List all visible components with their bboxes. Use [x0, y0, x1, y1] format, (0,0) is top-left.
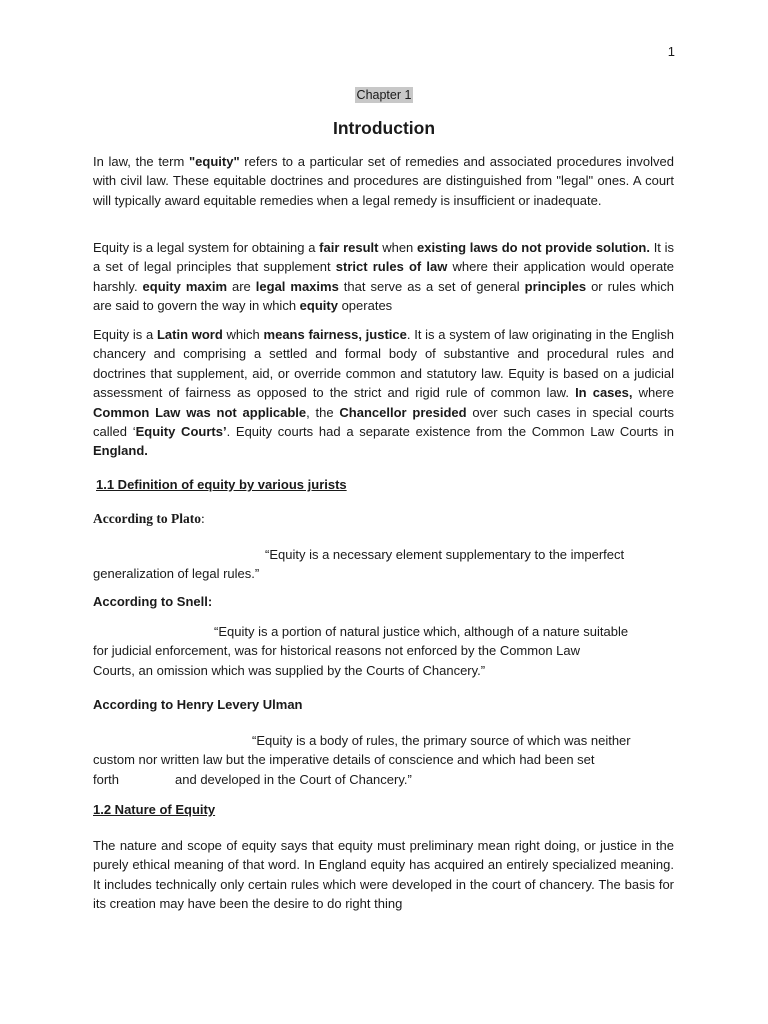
- plato-label: According to Plato:: [93, 511, 205, 526]
- chapter-label: [0, 88, 768, 102]
- page-number: 1: [667, 44, 675, 59]
- paragraph-nature: The nature and scope of equity says that equity must preliminary mean right doing, or justice in the purely ethical meaning of that word. In England equity has acquired an entirely specialized meaning. It includes technically only certain rules which were developed in the court of chancery. The basis for its creation may have been the desire to do right thing: [93, 838, 674, 912]
- paragraph-equity-term: In law, the term "equity" refers to a particular set of remedies and associated procedures involved with civil law. These equitable doctrines and procedures are distinguished from "legal" ones. A court will typically award equitable remedies when a legal remedy is insufficient or inadequate.: [93, 154, 674, 208]
- ulman-label: According to Henry Levery Ulman: [93, 697, 303, 712]
- section-heading-nature: 1.2 Nature of Equity: [93, 802, 216, 817]
- snell-label: According to Snell:: [93, 594, 213, 609]
- paragraph-legal-system: Equity is a legal system for obtaining a fair result when existing laws do not provide solution. It is a set of legal principles that supplement strict rules of law where their application would operate harshly. equity maxim are legal maxims that serve as a set of general principles or rules which are said to govern the way in which equity operates: [93, 240, 675, 314]
- section-heading-definitions: 1.1 Definition of equity by various jurists: [96, 477, 347, 492]
- plato-quote: “Equity is a necessary element supplementary to the imperfect generalization of legal rules.”: [93, 547, 625, 582]
- ulman-quote: “Equity is a body of rules, the primary source of which was neither custom nor written law but the imperative details of conscience and which had been set forth and developed in the Court of Chancery.”: [93, 733, 631, 787]
- paragraph-latin-word: Equity is a Latin word which means fairness, justice. It is a system of law originating in the English chancery and comprising a settled and formal body of substantive and procedural rules and doctrines that supplement, aid, or override common and statutory law. Equity is based on a judicial assessment of fairness as opposed to the strict and rigid rule of common law. In cases, where Common Law was not applicable, the Chancellor presided over such cases in special courts called ‘Equity Courts’. Equity courts had a separate existence from the Common Law Courts in England.: [93, 327, 675, 459]
- chapter-label-highlight: Chapter 1: [356, 88, 412, 102]
- page-title: Introduction: [332, 118, 436, 138]
- snell-quote: “Equity is a portion of natural justice which, although of a nature suitable for judicial enforcement, was for historical reasons not enforced by the Common Law Courts, an omission which was supplied by the Courts of Chancery.”: [93, 624, 629, 678]
